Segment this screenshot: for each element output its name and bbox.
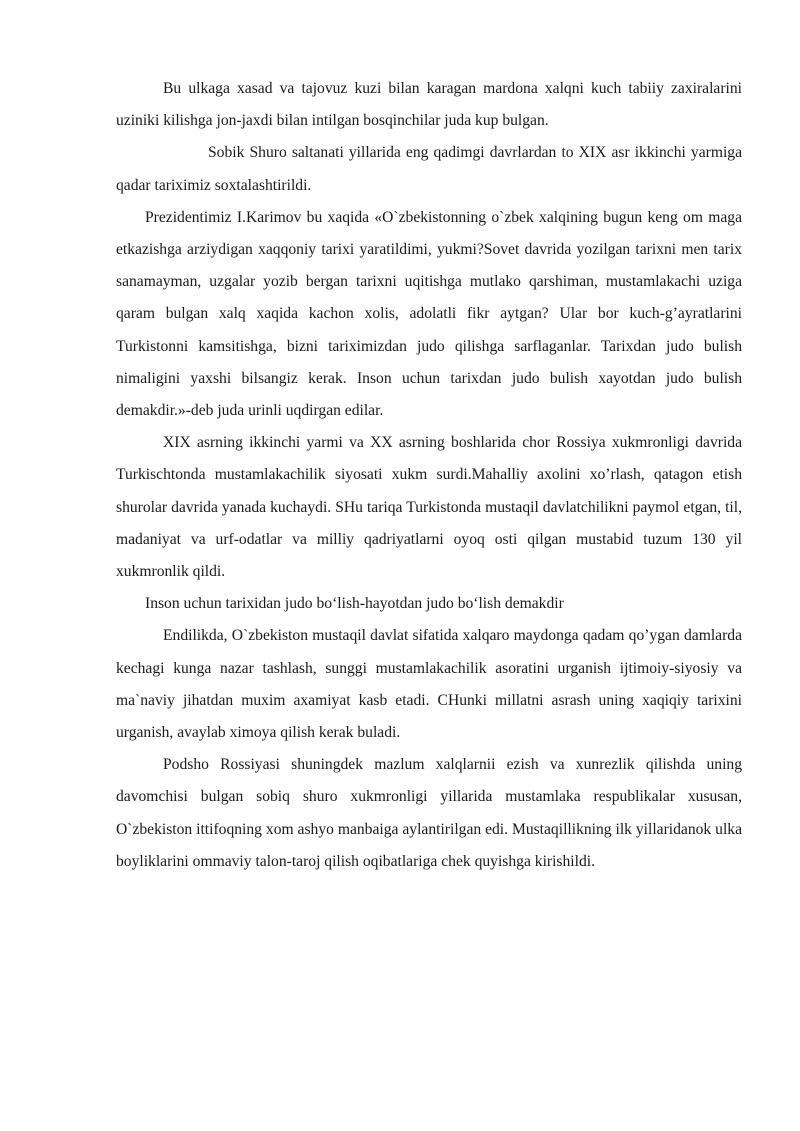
paragraph-tsarist-rule: XIX asrning ikkinchi yarmi va XX asrning boshlarida chor Rossiya xukmronligi davrida Turkischtonda mustamlakachilik siyosati xukm surdi.Mahalliy axolini xo’rlash, qatagon etish shurolar davrida yanada kuchaydi. SHu tariqa Turkistonda mustaqil davlatchilikni paymol etgan, til, madaniyat va urf-odatlar va milliy qadriyatlarni oyoq osti qilgan mustabid tuzum 130 yil xukmronlik qildi. <box>116 434 742 581</box>
paragraph-invaders: Bu ulkaga xasad va tajovuz kuzi bilan karagan mardona xalqni kuch tabiiy zaxiralarini uziniki kilishga jon-jaxdi bilan intilgan bosqinchilar juda kup bulgan. <box>116 80 742 130</box>
paragraph-tsarist-russia: Podsho Rossiyasi shuningdek mazlum xalqlarnii ezish va xunrezlik qilishda uning davomchisi bulgan sobiq shuro xukmronligi yillarida mustamlaka respublikalar xususan, O`zbekiston ittifoqning xom ashyo manbaiga aylantirilgan edi. Mustaqillikning ilk yillaridanok ulka boyliklarini ommaviy talon-taroj qilish oqibatlariga chek quyishga kirishildi. <box>116 756 742 870</box>
document-page <box>116 73 742 878</box>
paragraph-history-motto: Inson uchun tarixidan judo bo‘lish-hayotdan judo bo‘lish demakdir <box>145 595 564 613</box>
paragraph-soviet-falsification: Sobik Shuro saltanati yillarida eng qadimgi davrlardan to XIX asr ikkinchi yarmiga qadar tariximiz soxtalashtirildi. <box>116 144 742 194</box>
paragraph-president-quote: Prezidentimiz I.Karimov bu xaqida «O`zbekistonning o`zbek xalqining bugun keng om maga etkazishga arziydigan xaqqoniy tarixi yaratildimi, yukmi?Sovet davrida yozilgan tarixni men tarix sanamayman, uzgalar yozib bergan tarixni uqitishga mutlako qarshiman, mustamlakachi uziga qaram bulgan xalq xaqida kachon xolis, adolatli fikr aytgan? Ular bor kuch-g’ayratlarini Turkistonni kamsitishga, bizni tariximizdan judo qilishga sarflaganlar. Tarixdan judo bulish nimaligini yaxshi bilsangiz kerak. Inson uchun tarixdan judo bulish xayotdan judo bulish demakdir.»-deb juda urinli uqdirgan edilar. <box>116 208 742 420</box>
paragraph-independence: Endilikda, O`zbekiston mustaqil davlat sifatida xalqaro maydonga qadam qo’ygan damlarda kechagi kunga nazar tashlash, sunggi mustamlakachilik asoratini urganish ijtimoiy-siyosiy va ma`naviy jihatdan muxim axamiyat kasb etadi. CHunki millatni asrash uning xaqiqiy tarixini urganish, avaylab ximoya qilish kerak buladi. <box>116 627 742 742</box>
